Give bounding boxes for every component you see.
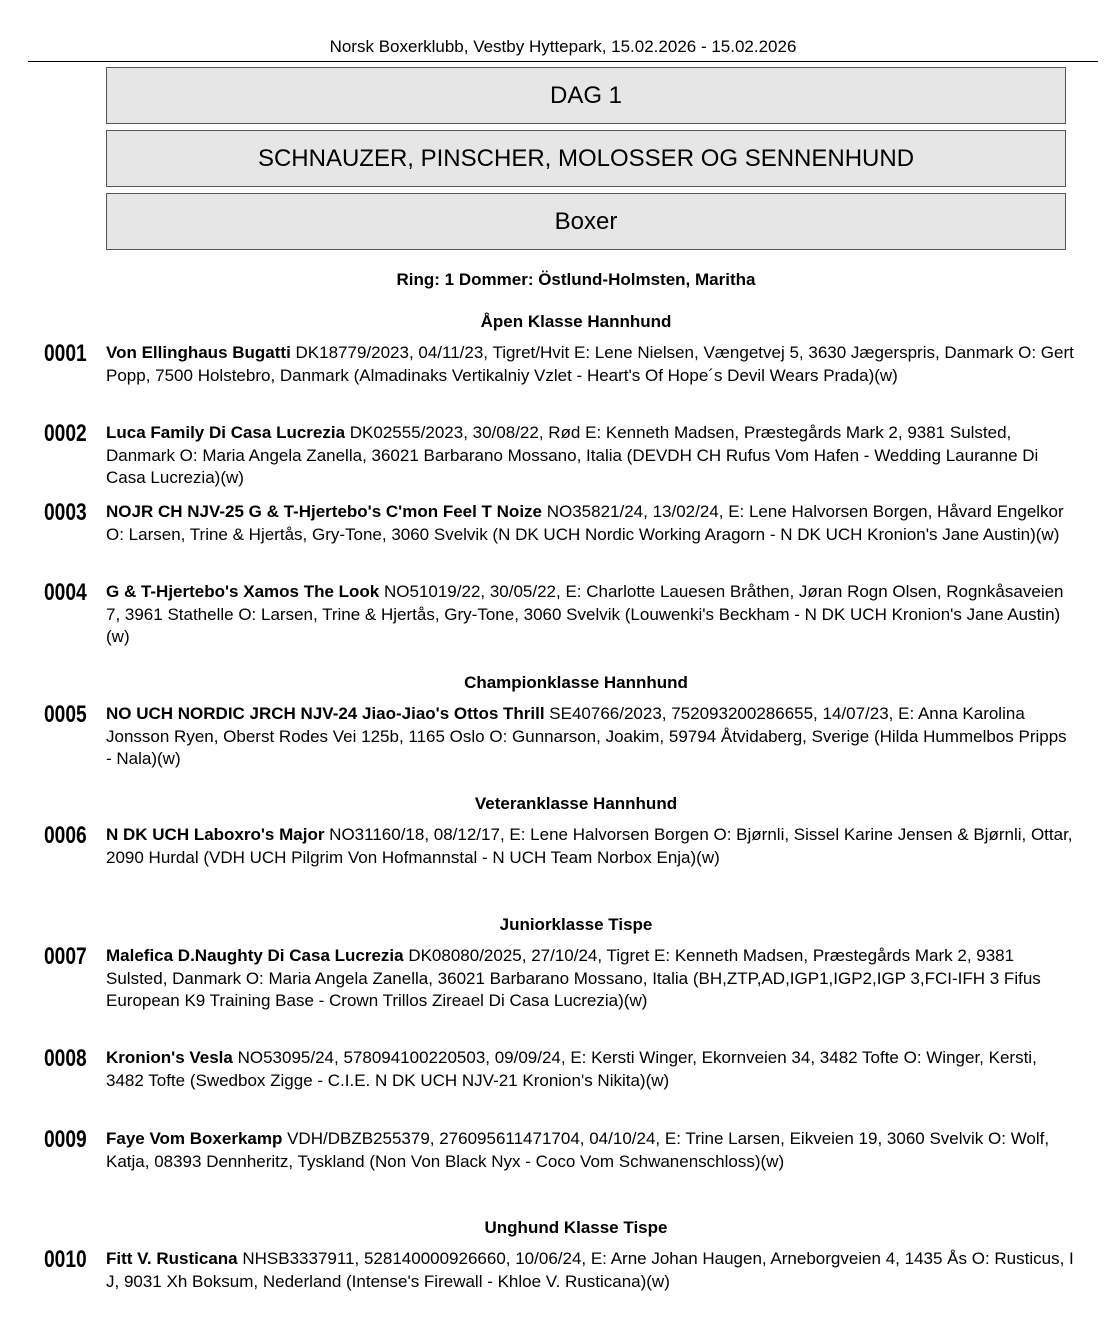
entry-text bbox=[106, 945, 1074, 1013]
group-box: SCHNAUZER, PINSCHER, MOLOSSER OG SENNENHUND bbox=[106, 130, 1066, 187]
entry-text bbox=[106, 581, 1074, 649]
entry-details: DK02555/2023, 30/08/22, Rød E: Kenneth Madsen, Præstegårds Mark 2, 9381 Sulsted, Danmark O: Maria Angela Zanella, 36021 Barbarano Mossano, Italia (DEVDH CH Rufus Vom Hafen - Wedding Lauranne Di Casa Lucrezia)(w) bbox=[106, 423, 1039, 487]
catalog-number: 0003 bbox=[44, 499, 87, 526]
entry-text bbox=[106, 422, 1074, 490]
entry-details: NO35821/24, 13/02/24, E: Lene Halvorsen Borgen, Håvard Engelkor O: Larsen, Trine & Hjertås, Gry-Tone, 3060 Svelvik (N DK UCH Nordic Working Aragorn - N DK UCH Kronion's Jane Austin)(w) bbox=[106, 502, 1064, 544]
entry-text bbox=[106, 1047, 1074, 1092]
ring-judge: Ring: 1 Dommer: Östlund-Holmsten, Maritha bbox=[396, 270, 756, 289]
class-heading: Åpen Klasse Hannhund bbox=[480, 312, 672, 331]
entry-details: DK18779/2023, 04/11/23, Tigret/Hvit E: Lene Nielsen, Vængetvej 5, 3630 Jægerspris, Danmark O: Gert Popp, 7500 Holstebro, Danmark (Almadinaks Vertikalniy Vzlet - Heart's Of Hope´s Devil Wears Prada)(w) bbox=[106, 343, 1074, 385]
dog-name: Von Ellinghaus Bugatti bbox=[106, 343, 291, 362]
dog-name: NO UCH NORDIC JRCH NJV-24 Jiao-Jiao's Ottos Thrill bbox=[106, 704, 545, 723]
catalog-number: 0005 bbox=[44, 701, 87, 728]
class-heading: Championklasse Hannhund bbox=[464, 673, 688, 692]
entry-text bbox=[106, 1128, 1074, 1173]
class-heading: Juniorklasse Tispe bbox=[499, 915, 653, 934]
dog-name: Kronion's Vesla bbox=[106, 1048, 233, 1067]
entry-text bbox=[106, 501, 1074, 546]
dog-name: Malefica D.Naughty Di Casa Lucrezia bbox=[106, 946, 404, 965]
dog-name: NOJR CH NJV-25 G & T-Hjertebo's C'mon Feel T Noize bbox=[106, 502, 542, 521]
page-header: Norsk Boxerklubb, Vestby Hyttepark, 15.02.2026 - 15.02.2026 bbox=[329, 37, 797, 56]
dog-name: Luca Family Di Casa Lucrezia bbox=[106, 423, 346, 442]
catalog-number: 0001 bbox=[44, 340, 87, 367]
class-heading: Unghund Klasse Tispe bbox=[484, 1218, 668, 1237]
dog-name: Fitt V. Rusticana bbox=[106, 1249, 238, 1268]
catalog-number: 0008 bbox=[44, 1045, 87, 1072]
entry-details: NO31160/18, 08/12/17, E: Lene Halvorsen Borgen O: Bjørnli, Sissel Karine Jensen & Bjørnli, Ottar, 2090 Hurdal (VDH UCH Pilgrim Von Hofmannstal - N UCH Team Norbox Enja)(w) bbox=[106, 825, 1073, 867]
header-rule bbox=[28, 61, 1098, 62]
entry-text bbox=[106, 1248, 1074, 1293]
class-heading: Veteranklasse Hannhund bbox=[474, 794, 678, 813]
dog-name: Faye Vom Boxerkamp bbox=[106, 1129, 283, 1148]
entry-text bbox=[106, 824, 1074, 869]
catalog-number: 0010 bbox=[44, 1246, 87, 1273]
entry-details: NO53095/24, 578094100220503, 09/09/24, E: Kersti Winger, Ekornveien 34, 3482 Tofte O: Winger, Kersti, 3482 Tofte (Swedbox Zigge - C.I.E. N DK UCH NJV-21 Kronion's Nikita)(w) bbox=[106, 1048, 1037, 1090]
catalog-number: 0006 bbox=[44, 822, 87, 849]
catalog-number: 0009 bbox=[44, 1126, 87, 1153]
dog-name: G & T-Hjertebo's Xamos The Look bbox=[106, 582, 380, 601]
entry-details: VDH/DBZB255379, 276095611471704, 04/10/24, E: Trine Larsen, Eikveien 19, 3060 Svelvik O: Wolf, Katja, 08393 Dennheritz, Tyskland (Non Von Black Nyx - Coco Vom Schwanenschloss)(w) bbox=[106, 1129, 1050, 1171]
entry-details: NO51019/22, 30/05/22, E: Charlotte Lauesen Bråthen, Jøran Rogn Olsen, Rognkåsaveien 7, 3961 Stathelle O: Larsen, Trine & Hjertås, Gry-Tone, 3060 Svelvik (Louwenki's Beckham - N DK UCH Kronion's Jane Austin)(w) bbox=[106, 582, 1064, 646]
catalog-number: 0002 bbox=[44, 420, 87, 447]
entry-details: DK08080/2025, 27/10/24, Tigret E: Kenneth Madsen, Præstegårds Mark 2, 9381 Sulsted, Danmark O: Maria Angela Zanella, 36021 Barbarano Mossano, Italia (BH,ZTP,AD,IGP1,IGP2,IGP 3,FCI-IFH 3 Fifus European K9 Training Base - Crown Trillos Zireael Di Casa Lucrezia)(w) bbox=[106, 946, 1041, 1010]
entry-text bbox=[106, 703, 1074, 771]
entry-details: NHSB3337911, 528140000926660, 10/06/24, E: Arne Johan Haugen, Arneborgveien 4, 1435 Ås O: Rusticus, I J, 9031 Xh Boksum, Nederland (Intense's Firewall - Khloe V. Rusticana)(w) bbox=[106, 1249, 1074, 1291]
dog-name: N DK UCH Laboxro's Major bbox=[106, 825, 325, 844]
entry-details: SE40766/2023, 752093200286655, 14/07/23, E: Anna Karolina Jonsson Ryen, Oberst Rodes Vei 125b, 1165 Oslo O: Gunnarson, Joakim, 59794 Åtvidaberg, Sverige (Hilda Hummelbos Pripps - Nala)(w) bbox=[106, 704, 1067, 768]
catalog-number: 0007 bbox=[44, 943, 87, 970]
breed-box: Boxer bbox=[106, 193, 1066, 250]
catalog-number: 0004 bbox=[44, 579, 87, 606]
entry-text bbox=[106, 342, 1074, 387]
day-box: DAG 1 bbox=[106, 67, 1066, 124]
